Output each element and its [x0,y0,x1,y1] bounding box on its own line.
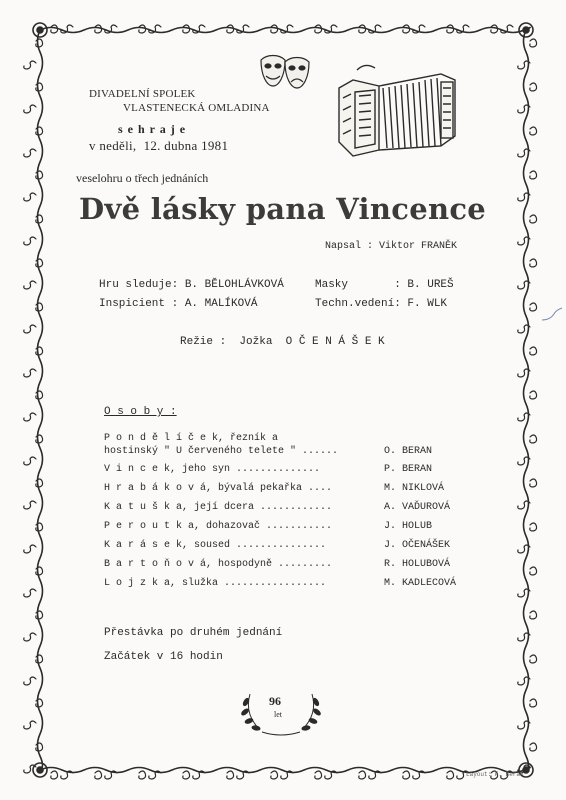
intermission-note: Přestávka po druhém jednání [104,627,283,639]
pen-mark [540,306,564,324]
cast-role: H r a b á k o v á, bývalá pekařka .... [104,483,333,494]
cast-actor: R. HOLUBOVÁ [384,559,451,570]
cast-actor: A. VAĎUROVÁ [384,502,451,513]
director-line: Režie : Jožka O Č E N Á Š E K [180,336,385,348]
play-title: Dvě lásky pana Vincence [79,192,487,226]
crew-line: Hru sleduje: B. BĚLOHLÁVKOVÁ [99,279,284,291]
start-time-note: Začátek v 16 hodin [104,651,223,663]
organizer-line-2: VLASTENECKÁ OMLADINA [123,102,270,114]
performance-date: v neděli, 12. dubna 1981 [89,138,229,153]
anniversary-number: 96 [269,694,281,708]
cast-role: P o n d ě l í č e k, řezník a [104,433,279,444]
cast-role: V i n c e k, jeho syn .............. [104,464,321,475]
crew-line: Techn.vedení: F. WLK [315,298,448,310]
cast-role: B a r t o ň o v á, hospodyně ......... [104,559,333,570]
cast-actor: M. NIKLOVÁ [384,483,445,494]
cast-actor: M. KADLECOVÁ [384,578,457,589]
theatre-masks-icon [257,52,313,94]
author-line: Napsal : Viktor FRANĚK [325,241,458,252]
sehraje-text: s e h r a j e [118,122,187,136]
cast-role: P e r o u t k a, dohazovač ........... [104,521,333,532]
crew-line: Inspicient : A. MALÍKOVÁ [99,298,258,310]
cast-role: hostinský " U červeného telete " ...... [104,446,339,457]
cast-role: K a r á s e k, soused ............... [104,540,327,551]
accordion-icon [335,58,461,160]
cast-actor: J. OČENÁŠEK [384,540,451,551]
organizer-line-1: DIVADELNÍ SPOLEK [89,88,196,100]
crew-line: Masky : B. UREŠ [315,279,454,291]
genre-text: veselohru o třech jednáních [76,171,209,185]
cast-actor: P. BERAN [384,464,433,475]
imprint-text: Layout: F. Beran [466,771,524,778]
cast-heading: O s o b y : [104,406,177,418]
cast-role: K a t u š k a, její dcera ............ [104,502,333,513]
anniversary-unit: let [274,710,282,719]
cast-role: L o j z k a, služka ................. [104,578,327,589]
cast-actor: O. BERAN [384,446,433,457]
cast-actor: J. HOLUB [384,521,433,532]
